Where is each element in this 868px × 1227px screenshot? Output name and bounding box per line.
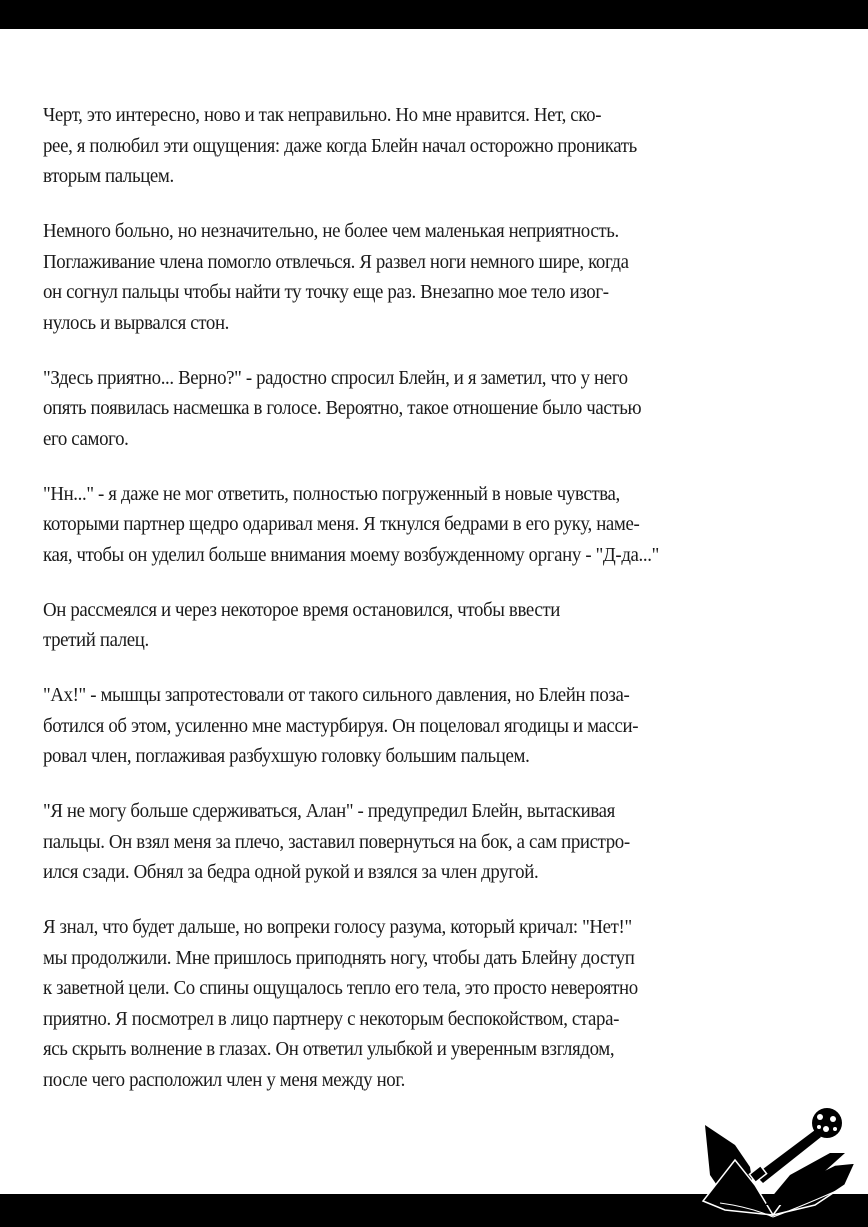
text-line: приятно. Я посмотрел в лицо партнеру с некоторым беспокойством, стара- [43,1007,619,1030]
text-line: пальцы. Он взял меня за плечо, заставил повернуться на бок, а сам пристро- [43,830,630,853]
paragraph-4 [43,479,843,571]
text-line: "Ах!" - мышцы запротестовали от такого сильного давления, но Блейн поза- [43,684,630,706]
text-line: которыми партнер щедро одаривал меня. Я ткнулся бедрами в его руку, наме- [43,513,640,535]
story-text [43,100,843,1120]
paragraph-6 [43,680,843,772]
text-line: Я знал, что будет дальше, но вопреки голосу разума, который кричал: "Нет!" [43,916,632,938]
text-line: его самого. [43,427,129,450]
paragraph-8 [43,912,843,1095]
top-black-bar [0,0,868,29]
paragraph-2 [43,216,843,338]
text-line: к заветной цели. Со спины ощущалось тепло его тела, это просто невероятно [43,977,638,999]
text-line: Он рассмеялся и через некоторое время остановился, чтобы ввести [43,598,560,621]
text-line: Поглаживание члена помогло отвлечься. Я развел ноги немного шире, когда [43,250,629,273]
text-line: рее, я полюбил эти ощущения: даже когда Блейн начал осторожно проникать [43,134,637,157]
text-line: Черт, это интересно, ново и так неправильно. Но мне нравится. Нет, ско- [43,104,602,126]
text-line: Немного больно, но незначительно, не более чем маленькая неприятность. [43,220,619,242]
text-line: ясь скрыть волнение в глазах. Он ответил улыбкой и уверенным взглядом, [43,1038,615,1060]
text-line: кая, чтобы он уделил больше внимания моему возбужденному органу - "Д-да..." [43,543,659,566]
text-line: после чего расположил член у меня между ног. [43,1068,405,1091]
paragraph-3 [43,363,843,455]
text-line: он согнул пальцы чтобы найти ту точку еще раз. Внезапно мое тело изог- [43,281,609,303]
paragraph-1 [43,100,843,192]
text-line: третий палец. [43,629,149,651]
text-line: "Здесь приятно... Верно?" - радостно спросил Блейн, и я заметил, что у него [43,366,628,389]
text-line: ился сзади. Обнял за бедра одной рукой и взялся за член другой. [43,861,539,883]
text-line: ботился об этом, усиленно мне мастурбируя. Он поцеловал ягодицы и масси- [43,714,639,737]
paragraph-7 [43,796,843,888]
text-line: "Нн..." - я даже не мог ответить, полностью погруженный в новые чувства, [43,482,620,505]
book-key-icon [695,1105,865,1225]
text-line: вторым пальцем. [43,165,174,187]
text-line: нулось и вырвался стон. [43,311,230,334]
text-line: ровал член, поглаживая разбухшую головку большим пальцем. [43,745,530,767]
text-line: "Я не могу больше сдерживаться, Алан" - предупредил Блейн, вытаскивая [43,800,615,822]
text-line: мы продолжили. Мне пришлось приподнять ногу, чтобы дать Блейну доступ [43,946,635,969]
paragraph-5 [43,595,843,656]
text-line: опять появилась насмешка в голосе. Вероятно, такое отношение было частью [43,397,642,419]
